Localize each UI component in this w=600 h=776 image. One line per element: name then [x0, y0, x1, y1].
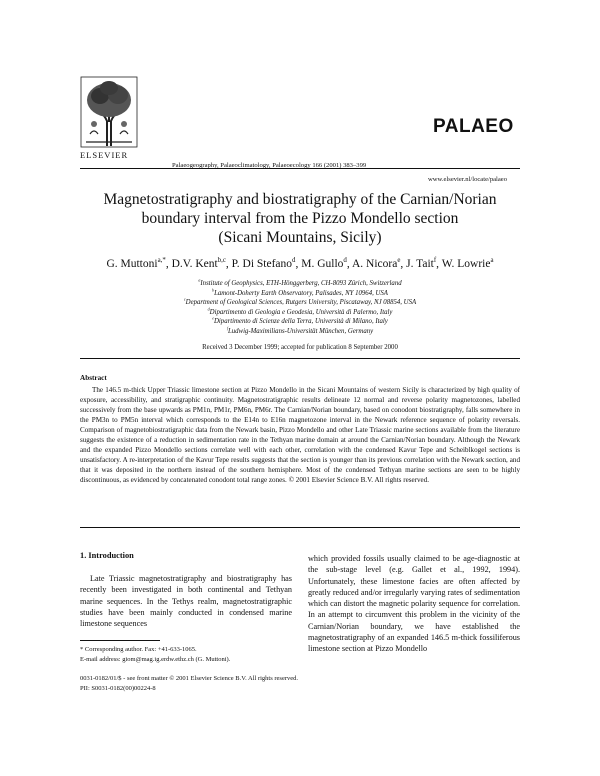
- intro-paragraph-left: Late Triassic magnetostratigraphy and biostratigraphy has recently been investigated in both continental and Tethyan marine sequences. In the Tethys realm, magnetostratigraphic studies have been mainly conducted in condensed marine limestone sequences: [80, 574, 292, 629]
- copyright-line: 0031-0182/01/$ - see front matter © 2001 Elsevier Science B.V. All rights reserved.: [80, 675, 299, 682]
- section-heading-introduction: 1. Introduction: [80, 551, 134, 560]
- intro-paragraph-right: which provided fossils usually claimed to be age-diagnostic at the sub-stage level (e.g. Gallet et al., 1992, 1994). Unfortunately, these limestone facies are often affected by greatly reduced and/or irregularly varying rates of sedimentation which can distort the magnetic polarity sequence for correlation. In an attempt to circumvent this problem in the vicinity of the Carnian/Norian boundary, we have established the magnetostratigraphy of an expanded 146.5 m-thick fossiliferous limestone section at Pizzo Mondello: [308, 554, 520, 654]
- elsevier-tree-logo: [80, 76, 138, 148]
- affiliation: $^c$Department of Geological Sciences, Rutgers University, Piscataway, NJ 08854, USA: [183, 296, 417, 306]
- title-line: (Sicani Mountains, Sicily): [218, 229, 382, 246]
- abstract-top-rule: [80, 358, 520, 359]
- affiliation: $^d$Dipartimento di Geologia e Geodesia, Università di Palermo, Italy: [207, 306, 393, 316]
- abstract-heading: Abstract: [80, 374, 107, 382]
- footnote: [80, 645, 300, 664]
- journal-url[interactable]: www.elsevier.nl/locate/palaeo: [428, 176, 508, 183]
- corresponding-author: * Corresponding author. Fax: +41-633-1065.: [80, 646, 197, 653]
- author: G. Muttoni$^{a,*}$,: [106, 257, 172, 270]
- pii-line: PII: S0031-0182(00)00224-8: [80, 684, 156, 692]
- footnote-rule: [80, 640, 160, 641]
- copyright-block: [80, 674, 298, 693]
- author: P. Di Stefano$^d$,: [231, 257, 302, 270]
- affiliation: $^e$Dipartimento di Scienze della Terra, Università di Milano, Italy: [212, 315, 388, 325]
- title-line: boundary interval from the Pizzo Mondello section: [141, 210, 459, 227]
- affiliation: $^a$Institute of Geophysics, ETH-Hönggerberg, CH-8093 Zürich, Switzerland: [198, 277, 402, 287]
- header-rule: [80, 168, 520, 169]
- author-list: [60, 258, 540, 270]
- author: M. Gullo$^d$,: [301, 257, 352, 270]
- author: D.V. Kent$^{b,c}$,: [171, 257, 232, 270]
- affiliation: $^b$Lamont-Doherty Earth Observatory, Palisades, NY 10964, USA: [212, 287, 388, 297]
- affiliation: $^f$Ludwig-Maximilians-Universität München, Germany: [226, 325, 374, 335]
- email-address[interactable]: E-mail address: giom@mag.ig.erdw.ethz.ch (G. Muttoni).: [80, 655, 231, 663]
- journal-citation: Palaeogeography, Palaeoclimatology, Palaeoecology 166 (2001) 383–399: [172, 162, 367, 169]
- article-title: [60, 190, 540, 247]
- title-line: Magnetostratigraphy and biostratigraphy of the Carnian/Norian: [103, 191, 497, 208]
- author: J. Tait$^f$,: [406, 257, 442, 270]
- abstract-text: The 146.5 m-thick Upper Triassic limestone section at Pizzo Mondello in the Sicani Mountains of western Sicily is characterized by high quality of exposure, accessibility, and stratigraphic continuity. Magnetostratigraphic results delineate 12 normal and reverse polarity magnetozones, labelled successively from the base upwards as PM1n, PM1r, PM6n, PM6r. The Carnian/Norian boundary, based on conodont biostratigraphy, falls somewhere in the PM3n to PM5n interval which corresponds to the E14n to E16n magnetozone interval in the Newark reference sequence of polarity reversals. Comparison of magnetobiostratigraphic data from the Newark basin, Pizzo Mondello and other Late Triassic marine sections available from the literature suggests the existence of a reduction in sedimentation rate in the Tethyan marine domain at around the Carnian/Norian boundary. Although the Newark and the expanded Pizzo Mondello sections correlate well with each other, correlation with the condensed Kavur Tepe and Scheiblkogel sections is unsatisfactory. A re-interpretation of the Kavur Tepe results suggests that the section is younger than its previous correlation with the Newark section, and that it was deposited in the northern instead of the southern hemisphere. Most of the condensed Tethyan marine sections are seen to be highly discontinuous, as evidenced by concatenated conodont total range zones. © 2001 Elsevier Science B.V. All rights reserved.: [80, 386, 520, 484]
- received-dates: Received 3 December 1999; accepted for publication 8 September 2000: [202, 344, 398, 351]
- author: W. Lowrie$^a$: [441, 257, 494, 270]
- publisher-name: ELSEVIER: [80, 150, 129, 160]
- abstract-bottom-rule: [80, 527, 520, 528]
- affiliation-list: [60, 279, 540, 336]
- author: A. Nicora$^e$,: [351, 257, 407, 270]
- journal-logo: PALAEO: [433, 116, 514, 137]
